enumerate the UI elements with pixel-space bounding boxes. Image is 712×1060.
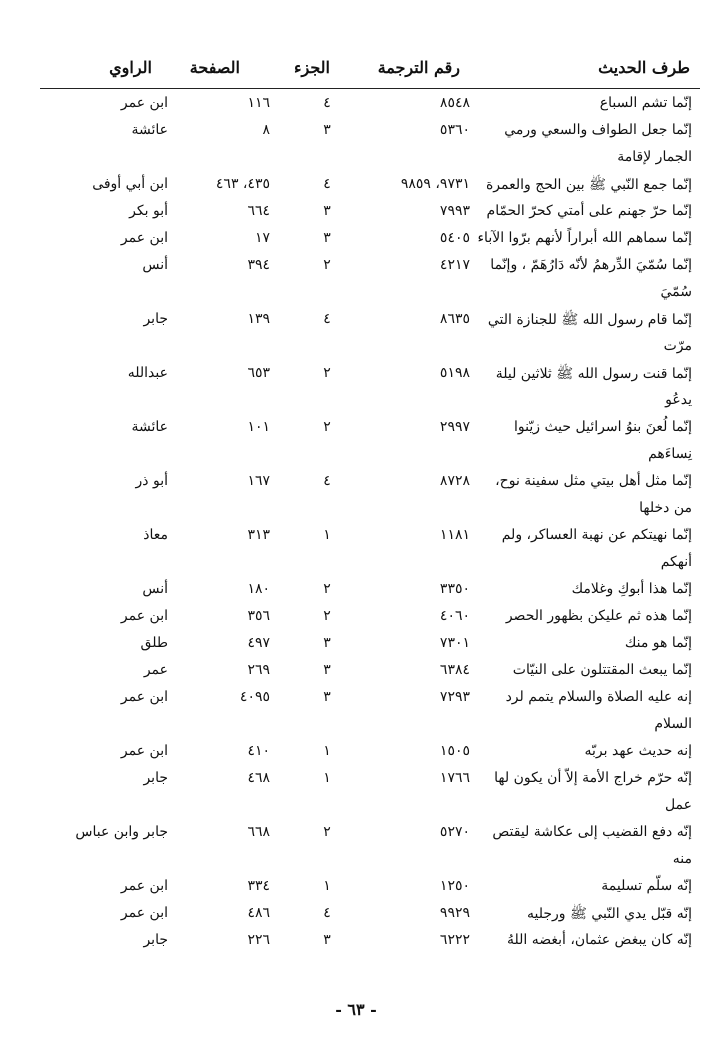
page-ref: ٦٥٣ bbox=[247, 365, 270, 381]
entry-number: ٩٧٣١، ٩٨٥٩ bbox=[400, 176, 470, 192]
page-ref: ٤١٠ bbox=[247, 743, 270, 759]
entry-number: ٥٢٧٠ bbox=[439, 824, 470, 840]
narrator: ابن عمر bbox=[120, 743, 168, 759]
entry-number: ٧٢٩٣ bbox=[439, 689, 470, 705]
volume: ٣ bbox=[323, 230, 331, 246]
entry-number: ٧٣٠١ bbox=[439, 635, 470, 651]
volume: ٤ bbox=[323, 176, 331, 192]
volume: ١ bbox=[323, 878, 331, 894]
volume: ٣ bbox=[323, 635, 331, 651]
narrator: طلق bbox=[140, 635, 168, 651]
hadith-title: إنه عليه الصلاة والسلام يتمم لرد bbox=[505, 689, 692, 705]
table-row bbox=[40, 686, 700, 740]
table-row bbox=[40, 362, 700, 416]
hadith-title: إنّما هذه ثم عليكن بظهور الحصر bbox=[505, 608, 692, 624]
page-ref: ٤٩٧ bbox=[247, 635, 270, 651]
hadith-title: إنّه كان يبغض عثمان، أبغضه اللهُ bbox=[506, 932, 692, 948]
hadith-title: إنّما حرّ جهنم على أمتي كحرّ الحمّام bbox=[486, 203, 692, 219]
narrator: معاذ bbox=[143, 527, 168, 543]
page-ref: ١١٦ bbox=[247, 95, 270, 111]
volume: ٤ bbox=[323, 95, 331, 111]
page-ref: ١٨٠ bbox=[247, 581, 270, 597]
header-entry-number: رقم الترجمة bbox=[377, 58, 460, 77]
table-row bbox=[40, 875, 700, 902]
volume: ٤ bbox=[323, 311, 331, 327]
volume: ٤ bbox=[323, 905, 331, 921]
entry-number: ١٧٦٦ bbox=[439, 770, 470, 786]
entry-number: ٥١٩٨ bbox=[439, 365, 470, 381]
entry-number: ٨٦٣٥ bbox=[439, 311, 470, 327]
entry-number: ١٥٠٥ bbox=[439, 743, 470, 759]
page-ref: ٤٨٦ bbox=[247, 905, 270, 921]
page-ref: ٨ bbox=[262, 122, 270, 138]
hadith-title-continued: من دخلها bbox=[639, 500, 692, 516]
hadith-title: إنّه دفع القضيب إلى عكاشة ليقتص bbox=[492, 824, 692, 840]
narrator: ابن أبي أوفى bbox=[92, 176, 168, 192]
volume: ٣ bbox=[323, 932, 331, 948]
narrator: عمر bbox=[143, 662, 168, 678]
table-row bbox=[40, 578, 700, 605]
narrator: أبو ذر bbox=[135, 473, 168, 489]
entry-number: ٤٠٦٠ bbox=[439, 608, 470, 624]
entry-number: ٣٣٥٠ bbox=[439, 581, 470, 597]
hadith-title-continued: سُمّيَ bbox=[660, 284, 692, 300]
table-row bbox=[40, 308, 700, 362]
narrator: عائشة bbox=[131, 122, 168, 138]
hadith-title: إنّما هذا أبوكِ وغلامك bbox=[571, 581, 692, 597]
header-page: الصفحة bbox=[189, 58, 240, 77]
header-narrator: الراوي bbox=[109, 58, 152, 77]
page-ref: ١٠١ bbox=[247, 419, 270, 435]
hadith-title: إنّما يبعث المقتتلون على النيّات bbox=[512, 662, 692, 678]
hadith-title-continued: الجمار لإقامة bbox=[617, 149, 692, 165]
table-row bbox=[40, 227, 700, 254]
hadith-title: إنّما لُعنَ بنوُ اسرائيل حيث زيّنوا bbox=[513, 419, 692, 435]
hadith-title-continued: يدعُو bbox=[665, 392, 692, 408]
volume: ٣ bbox=[323, 689, 331, 705]
page-ref: ١٧ bbox=[254, 230, 270, 246]
entry-number: ٦٢٢٢ bbox=[439, 932, 470, 948]
header-rule bbox=[40, 88, 700, 89]
table-row bbox=[40, 632, 700, 659]
table-row bbox=[40, 821, 700, 875]
narrator: ابن عمر bbox=[120, 689, 168, 705]
table-row bbox=[40, 173, 700, 200]
hadith-title: إنّما نهيتكم عن نهبة العساكر، ولم bbox=[501, 527, 692, 543]
hadith-title: إنّما قنت رسول الله ﷺ ثلاثين ليلة bbox=[495, 366, 692, 382]
volume: ٢ bbox=[323, 824, 331, 840]
table-row bbox=[40, 200, 700, 227]
entry-number: ٧٩٩٣ bbox=[439, 203, 470, 219]
narrator: أبو بكر bbox=[129, 203, 168, 219]
entry-number: ٢٩٩٧ bbox=[439, 419, 470, 435]
volume: ٢ bbox=[323, 257, 331, 273]
entry-number: ١٢٥٠ bbox=[439, 878, 470, 894]
table-header bbox=[40, 54, 700, 84]
table-row bbox=[40, 767, 700, 821]
hadith-index-table bbox=[40, 92, 700, 956]
table-row bbox=[40, 605, 700, 632]
entry-number: ٦٣٨٤ bbox=[439, 662, 470, 678]
narrator: جابر bbox=[143, 932, 168, 948]
table-row bbox=[40, 524, 700, 578]
hadith-title: إنّما هو منك bbox=[624, 635, 692, 651]
hadith-title-continued: السلام bbox=[654, 716, 692, 732]
narrator: ابن عمر bbox=[120, 230, 168, 246]
hadith-title: إنّه قبّل يدي النّبي ﷺ ورجليه bbox=[527, 906, 692, 922]
narrator: أنس bbox=[142, 581, 168, 597]
volume: ٢ bbox=[323, 365, 331, 381]
volume: ٤ bbox=[323, 473, 331, 489]
narrator: جابر وابن عباس bbox=[75, 824, 168, 840]
page-ref: ٢٢٦ bbox=[247, 932, 270, 948]
hadith-title-continued: منه bbox=[672, 851, 692, 867]
page-ref: ٣٣٤ bbox=[247, 878, 270, 894]
table-row bbox=[40, 659, 700, 686]
table-row bbox=[40, 416, 700, 470]
table-row bbox=[40, 740, 700, 767]
volume: ١ bbox=[323, 770, 331, 786]
narrator: جابر bbox=[143, 770, 168, 786]
table-row bbox=[40, 929, 700, 956]
page-ref: ٣٥٦ bbox=[247, 608, 270, 624]
narrator: أنس bbox=[142, 257, 168, 273]
table-row bbox=[40, 119, 700, 173]
page-ref: ٣٩٤ bbox=[247, 257, 270, 273]
volume: ٣ bbox=[323, 122, 331, 138]
hadith-title-continued: نِساءَهم bbox=[648, 446, 692, 462]
hadith-title-continued: عمل bbox=[664, 797, 692, 813]
hadith-title: إنّما سماهم الله أبراراً لأنهم برّوا الآباء bbox=[477, 230, 692, 246]
page-ref: ٢٦٩ bbox=[247, 662, 270, 678]
table-row bbox=[40, 902, 700, 929]
entry-number: ٨٧٢٨ bbox=[439, 473, 470, 489]
table-row bbox=[40, 470, 700, 524]
volume: ٢ bbox=[323, 419, 331, 435]
table-row bbox=[40, 254, 700, 308]
hadith-title: إنّما تشم السباع bbox=[599, 95, 692, 111]
hadith-title: إنّما جمع النّبي ﷺ بين الحج والعمرة bbox=[485, 177, 692, 193]
page-ref: ٤٠٩٥ bbox=[239, 689, 270, 705]
page-ref: ٤٦٨ bbox=[247, 770, 270, 786]
entry-number: ٩٩٢٩ bbox=[439, 905, 470, 921]
hadith-title-continued: مرّت bbox=[663, 338, 692, 354]
page-ref: ١٦٧ bbox=[247, 473, 270, 489]
page-ref: ١٣٩ bbox=[247, 311, 270, 327]
volume: ١ bbox=[323, 527, 331, 543]
volume: ٣ bbox=[323, 662, 331, 678]
page-ref: ٣١٣ bbox=[247, 527, 270, 543]
header-volume: الجزء bbox=[294, 58, 330, 77]
volume: ٢ bbox=[323, 608, 331, 624]
table-row bbox=[40, 92, 700, 119]
hadith-title: إنّه حرّم خراج الأمة إلاّ أن يكون لها bbox=[494, 770, 692, 786]
narrator: جابر bbox=[143, 311, 168, 327]
header-hadith-title: طرف الحديث bbox=[598, 58, 690, 77]
page-ref: ٦٦٨ bbox=[247, 824, 270, 840]
entry-number: ٥٣٦٠ bbox=[439, 122, 470, 138]
entry-number: ٤٢١٧ bbox=[439, 257, 470, 273]
page-ref: ٤٣٥، ٤٦٣ bbox=[215, 176, 270, 192]
volume: ٢ bbox=[323, 581, 331, 597]
narrator: عائشة bbox=[131, 419, 168, 435]
hadith-title: إنّما سُمّيَ الدِّرهمُ لأنّه دَارُهَمّ ، وإنّما bbox=[490, 257, 692, 273]
narrator: ابن عمر bbox=[120, 95, 168, 111]
page-ref: ٦٦٤ bbox=[247, 203, 270, 219]
hadith-title-continued: أنهكم bbox=[660, 554, 692, 570]
narrator: ابن عمر bbox=[120, 905, 168, 921]
hadith-title: إنّما مثل أهل بيتي مثل سفينة نوح، bbox=[495, 473, 692, 489]
hadith-title: إنّما جعل الطواف والسعي ورمي bbox=[504, 122, 692, 138]
entry-number: ٨٥٤٨ bbox=[439, 95, 470, 111]
narrator: ابن عمر bbox=[120, 608, 168, 624]
entry-number: ١١٨١ bbox=[439, 527, 470, 543]
narrator: ابن عمر bbox=[120, 878, 168, 894]
hadith-title: إنه حديث عهد بربّه bbox=[584, 743, 692, 759]
entry-number: ٥٤٠٥ bbox=[439, 230, 470, 246]
narrator: عبدالله bbox=[127, 365, 168, 381]
page-number: - ٦٣ - bbox=[335, 1000, 377, 1019]
hadith-title: إنّما قام رسول الله ﷺ للجنازة التي bbox=[487, 312, 692, 328]
volume: ١ bbox=[323, 743, 331, 759]
hadith-title: إنّه سلّم تسليمة bbox=[601, 878, 692, 894]
volume: ٣ bbox=[323, 203, 331, 219]
